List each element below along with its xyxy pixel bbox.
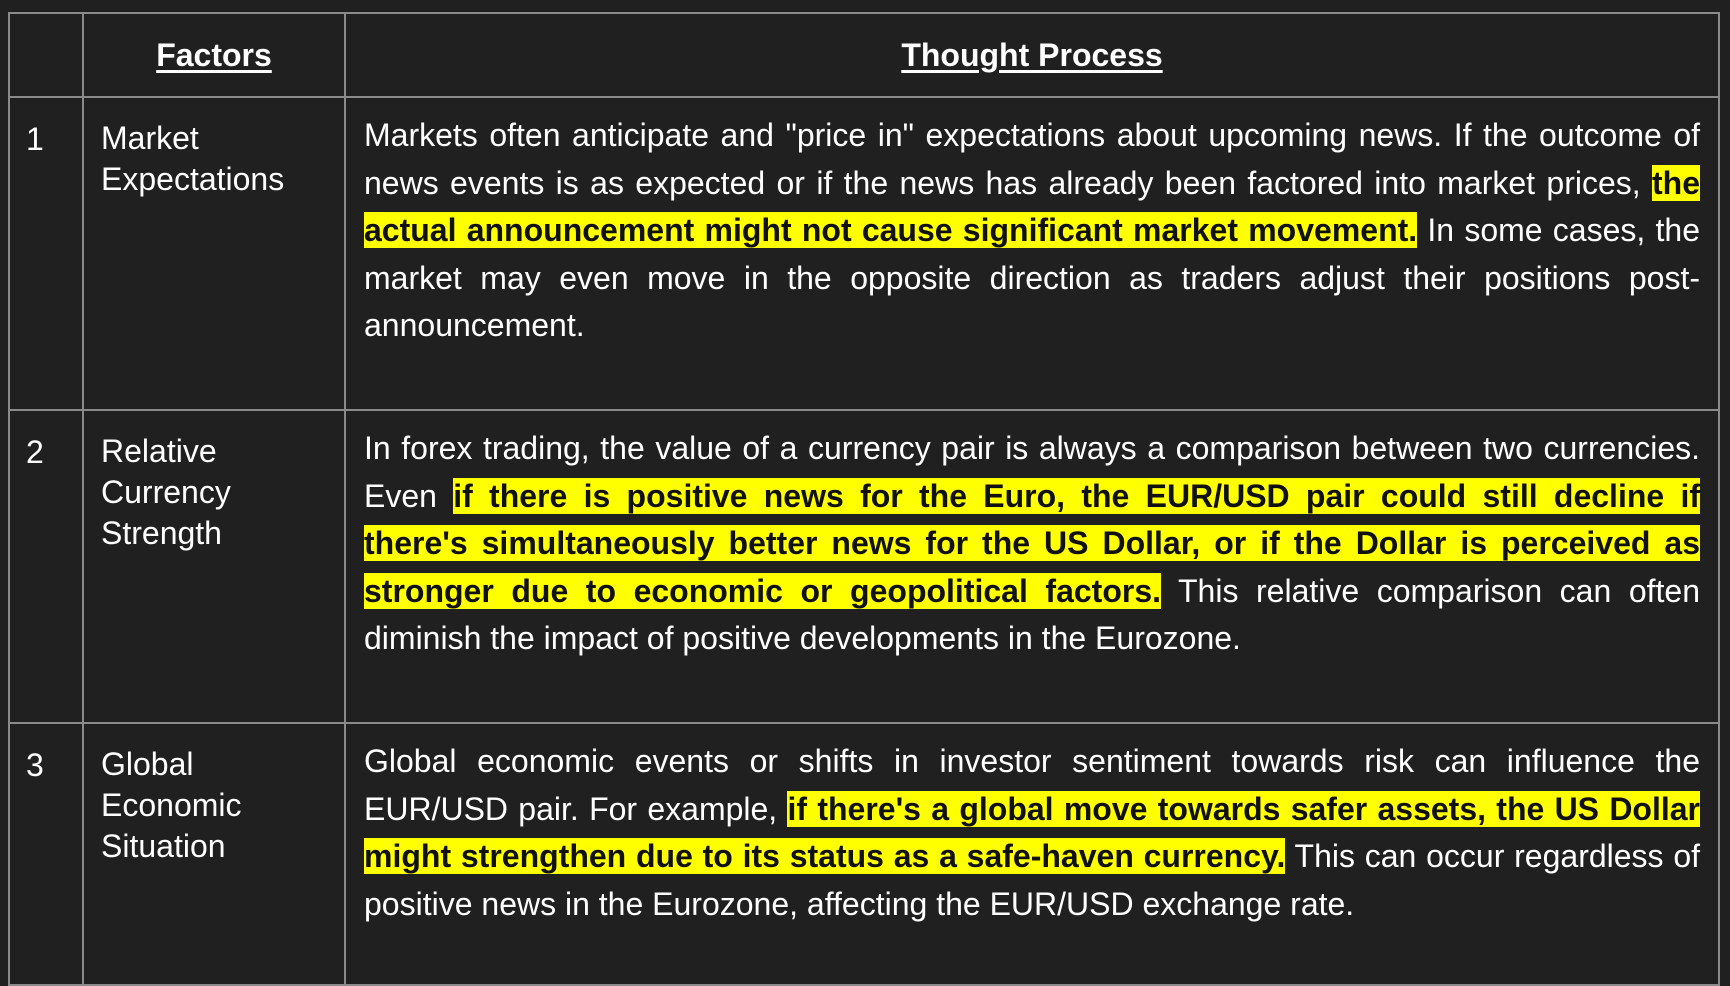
header-number-cell bbox=[9, 13, 83, 97]
table-row bbox=[9, 410, 1719, 723]
factor-name: Relative Currency Strength bbox=[83, 410, 345, 723]
factor-name: Global Economic Situation bbox=[83, 723, 345, 985]
thought-text: Markets often anticipate and "price in" expectations about upcoming news. If the outcome of news events is as expected or if the news has already been factored into market prices, bbox=[364, 117, 1700, 201]
highlighted-text: if there is positive news for the Euro, the EUR/USD pair could still decline if there's simultaneously better news for the US Dollar, or if the Dollar is perceived as stronger due to economic or geopolitical factors. bbox=[364, 477, 1700, 609]
highlighted-text: if there's a global move towards safer assets, the US Dollar might strengthen due to its status as a safe-haven currency. bbox=[364, 790, 1701, 874]
thought-process-cell bbox=[345, 410, 1719, 723]
factors-table bbox=[8, 12, 1720, 986]
table-row bbox=[9, 723, 1719, 985]
row-number: 3 bbox=[9, 723, 83, 985]
row-number: 2 bbox=[9, 410, 83, 723]
highlighted-text: the actual announcement might not cause significant market movement. bbox=[364, 164, 1700, 248]
thought-text: This relative comparison can often diminish the impact of positive developments in the Eurozone. bbox=[364, 572, 1701, 656]
table-header-row bbox=[9, 13, 1719, 97]
header-factors: Factors bbox=[83, 13, 345, 97]
thought-text: Global economic events or shifts in investor sentiment towards risk can influence the EUR/USD pair. For example, bbox=[364, 743, 1700, 827]
thought-text: This can occur regardless of positive news in the Eurozone, affecting the EUR/USD exchange rate. bbox=[364, 838, 1701, 922]
thought-text: In forex trading, the value of a currency pair is always a comparison between two currencies. Even bbox=[364, 430, 1700, 514]
row-number: 1 bbox=[9, 97, 83, 410]
thought-process-cell bbox=[345, 723, 1719, 985]
table-row bbox=[9, 97, 1719, 410]
header-thought-process: Thought Process bbox=[345, 13, 1719, 97]
thought-text: In some cases, the market may even move in the opposite direction as traders adjust their positions post-announcement. bbox=[364, 212, 1701, 343]
thought-process-cell bbox=[345, 97, 1719, 410]
factor-name: Market Expectations bbox=[83, 97, 345, 410]
